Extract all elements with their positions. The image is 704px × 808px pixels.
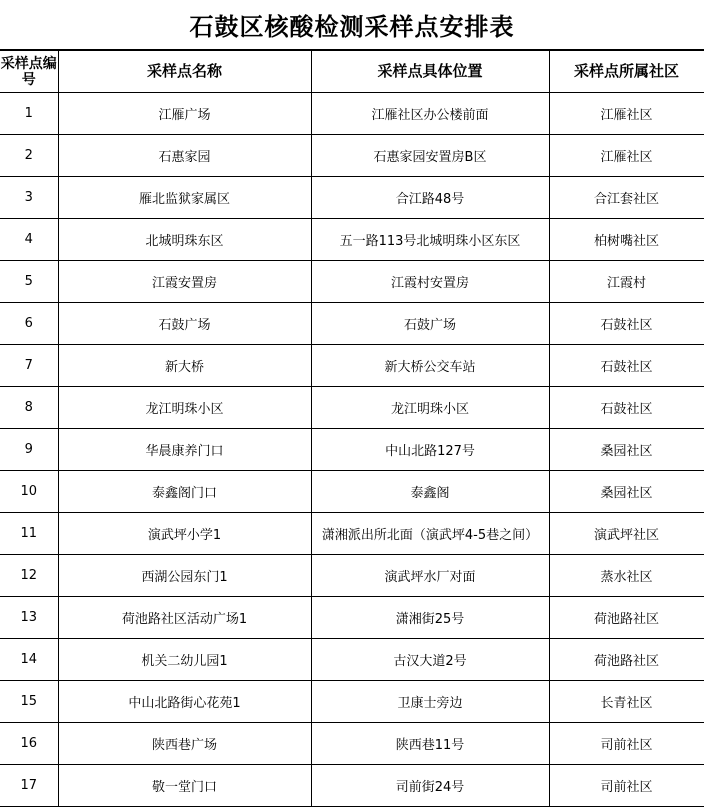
table-row bbox=[0, 597, 704, 639]
cell-number[interactable]: 3 bbox=[0, 177, 58, 219]
cell-number[interactable]: 13 bbox=[0, 597, 58, 639]
cell-name[interactable]: 中山北路街心花苑1 bbox=[58, 681, 311, 723]
cell-community[interactable]: 司前社区 bbox=[549, 765, 704, 807]
cell-location[interactable]: 江雁社区办公楼前面 bbox=[311, 93, 549, 135]
cell-location[interactable]: 泰鑫阁 bbox=[311, 471, 549, 513]
cell-community[interactable]: 长青社区 bbox=[549, 681, 704, 723]
cell-name[interactable]: 江雁广场 bbox=[58, 93, 311, 135]
cell-location[interactable]: 陕西巷11号 bbox=[311, 723, 549, 765]
page-title: 石鼓区核酸检测采样点安排表 bbox=[0, 0, 704, 50]
cell-number[interactable]: 17 bbox=[0, 765, 58, 807]
cell-name[interactable]: 敬一堂门口 bbox=[58, 765, 311, 807]
cell-number[interactable]: 1 bbox=[0, 93, 58, 135]
cell-number[interactable]: 7 bbox=[0, 345, 58, 387]
cell-community[interactable]: 石鼓社区 bbox=[549, 387, 704, 429]
cell-community[interactable]: 江雁社区 bbox=[549, 93, 704, 135]
cell-name[interactable]: 演武坪小学1 bbox=[58, 513, 311, 555]
cell-number[interactable]: 15 bbox=[0, 681, 58, 723]
cell-location[interactable]: 潇湘街25号 bbox=[311, 597, 549, 639]
cell-community[interactable]: 柏树嘴社区 bbox=[549, 219, 704, 261]
cell-community[interactable]: 演武坪社区 bbox=[549, 513, 704, 555]
table-row bbox=[0, 387, 704, 429]
sampling-points-table bbox=[0, 50, 704, 807]
table-row bbox=[0, 513, 704, 555]
cell-name[interactable]: 北城明珠东区 bbox=[58, 219, 311, 261]
cell-community[interactable]: 石鼓社区 bbox=[549, 345, 704, 387]
table-row bbox=[0, 303, 704, 345]
table-row bbox=[0, 471, 704, 513]
table-row bbox=[0, 219, 704, 261]
cell-community[interactable]: 江雁社区 bbox=[549, 135, 704, 177]
cell-name[interactable]: 西湖公园东门1 bbox=[58, 555, 311, 597]
table-row bbox=[0, 177, 704, 219]
header-name: 采样点名称 bbox=[58, 51, 311, 93]
cell-community[interactable]: 荷池路社区 bbox=[549, 639, 704, 681]
cell-community[interactable]: 荷池路社区 bbox=[549, 597, 704, 639]
cell-name[interactable]: 江霞安置房 bbox=[58, 261, 311, 303]
table-row bbox=[0, 555, 704, 597]
table-row bbox=[0, 345, 704, 387]
cell-community[interactable]: 桑园社区 bbox=[549, 429, 704, 471]
cell-name[interactable]: 龙江明珠小区 bbox=[58, 387, 311, 429]
cell-location[interactable]: 合江路48号 bbox=[311, 177, 549, 219]
cell-name[interactable]: 华晨康养门口 bbox=[58, 429, 311, 471]
cell-name[interactable]: 石惠家园 bbox=[58, 135, 311, 177]
cell-location[interactable]: 潇湘派出所北面（演武坪4-5巷之间） bbox=[311, 513, 549, 555]
cell-location[interactable]: 五一路113号北城明珠小区东区 bbox=[311, 219, 549, 261]
cell-community[interactable]: 桑园社区 bbox=[549, 471, 704, 513]
cell-number[interactable]: 6 bbox=[0, 303, 58, 345]
table-row bbox=[0, 681, 704, 723]
cell-number[interactable]: 11 bbox=[0, 513, 58, 555]
cell-community[interactable]: 石鼓社区 bbox=[549, 303, 704, 345]
table-body bbox=[0, 93, 704, 807]
cell-location[interactable]: 石惠家园安置房B区 bbox=[311, 135, 549, 177]
table-row bbox=[0, 765, 704, 807]
cell-name[interactable]: 新大桥 bbox=[58, 345, 311, 387]
cell-community[interactable]: 蒸水社区 bbox=[549, 555, 704, 597]
cell-name[interactable]: 泰鑫阁门口 bbox=[58, 471, 311, 513]
cell-community[interactable]: 司前社区 bbox=[549, 723, 704, 765]
cell-location[interactable]: 卫康士旁边 bbox=[311, 681, 549, 723]
table-row bbox=[0, 93, 704, 135]
cell-location[interactable]: 江霞村安置房 bbox=[311, 261, 549, 303]
cell-location[interactable]: 石鼓广场 bbox=[311, 303, 549, 345]
cell-location[interactable]: 演武坪水厂对面 bbox=[311, 555, 549, 597]
table-header-row bbox=[0, 51, 704, 93]
cell-location[interactable]: 新大桥公交车站 bbox=[311, 345, 549, 387]
table-row bbox=[0, 261, 704, 303]
cell-number[interactable]: 14 bbox=[0, 639, 58, 681]
header-number: 采样点编号 bbox=[0, 51, 58, 93]
cell-location[interactable]: 龙江明珠小区 bbox=[311, 387, 549, 429]
cell-number[interactable]: 12 bbox=[0, 555, 58, 597]
cell-number[interactable]: 8 bbox=[0, 387, 58, 429]
table-row bbox=[0, 639, 704, 681]
cell-number[interactable]: 4 bbox=[0, 219, 58, 261]
cell-number[interactable]: 5 bbox=[0, 261, 58, 303]
cell-name[interactable]: 陕西巷广场 bbox=[58, 723, 311, 765]
cell-location[interactable]: 古汉大道2号 bbox=[311, 639, 549, 681]
cell-name[interactable]: 机关二幼儿园1 bbox=[58, 639, 311, 681]
cell-number[interactable]: 9 bbox=[0, 429, 58, 471]
table-row bbox=[0, 723, 704, 765]
header-location: 采样点具体位置 bbox=[311, 51, 549, 93]
cell-name[interactable]: 石鼓广场 bbox=[58, 303, 311, 345]
table-row bbox=[0, 135, 704, 177]
cell-community[interactable]: 合江套社区 bbox=[549, 177, 704, 219]
cell-location[interactable]: 司前街24号 bbox=[311, 765, 549, 807]
cell-location[interactable]: 中山北路127号 bbox=[311, 429, 549, 471]
cell-number[interactable]: 2 bbox=[0, 135, 58, 177]
header-community: 采样点所属社区 bbox=[549, 51, 704, 93]
cell-community[interactable]: 江霞村 bbox=[549, 261, 704, 303]
cell-number[interactable]: 16 bbox=[0, 723, 58, 765]
table-row bbox=[0, 429, 704, 471]
cell-name[interactable]: 雁北监狱家属区 bbox=[58, 177, 311, 219]
cell-number[interactable]: 10 bbox=[0, 471, 58, 513]
cell-name[interactable]: 荷池路社区活动广场1 bbox=[58, 597, 311, 639]
